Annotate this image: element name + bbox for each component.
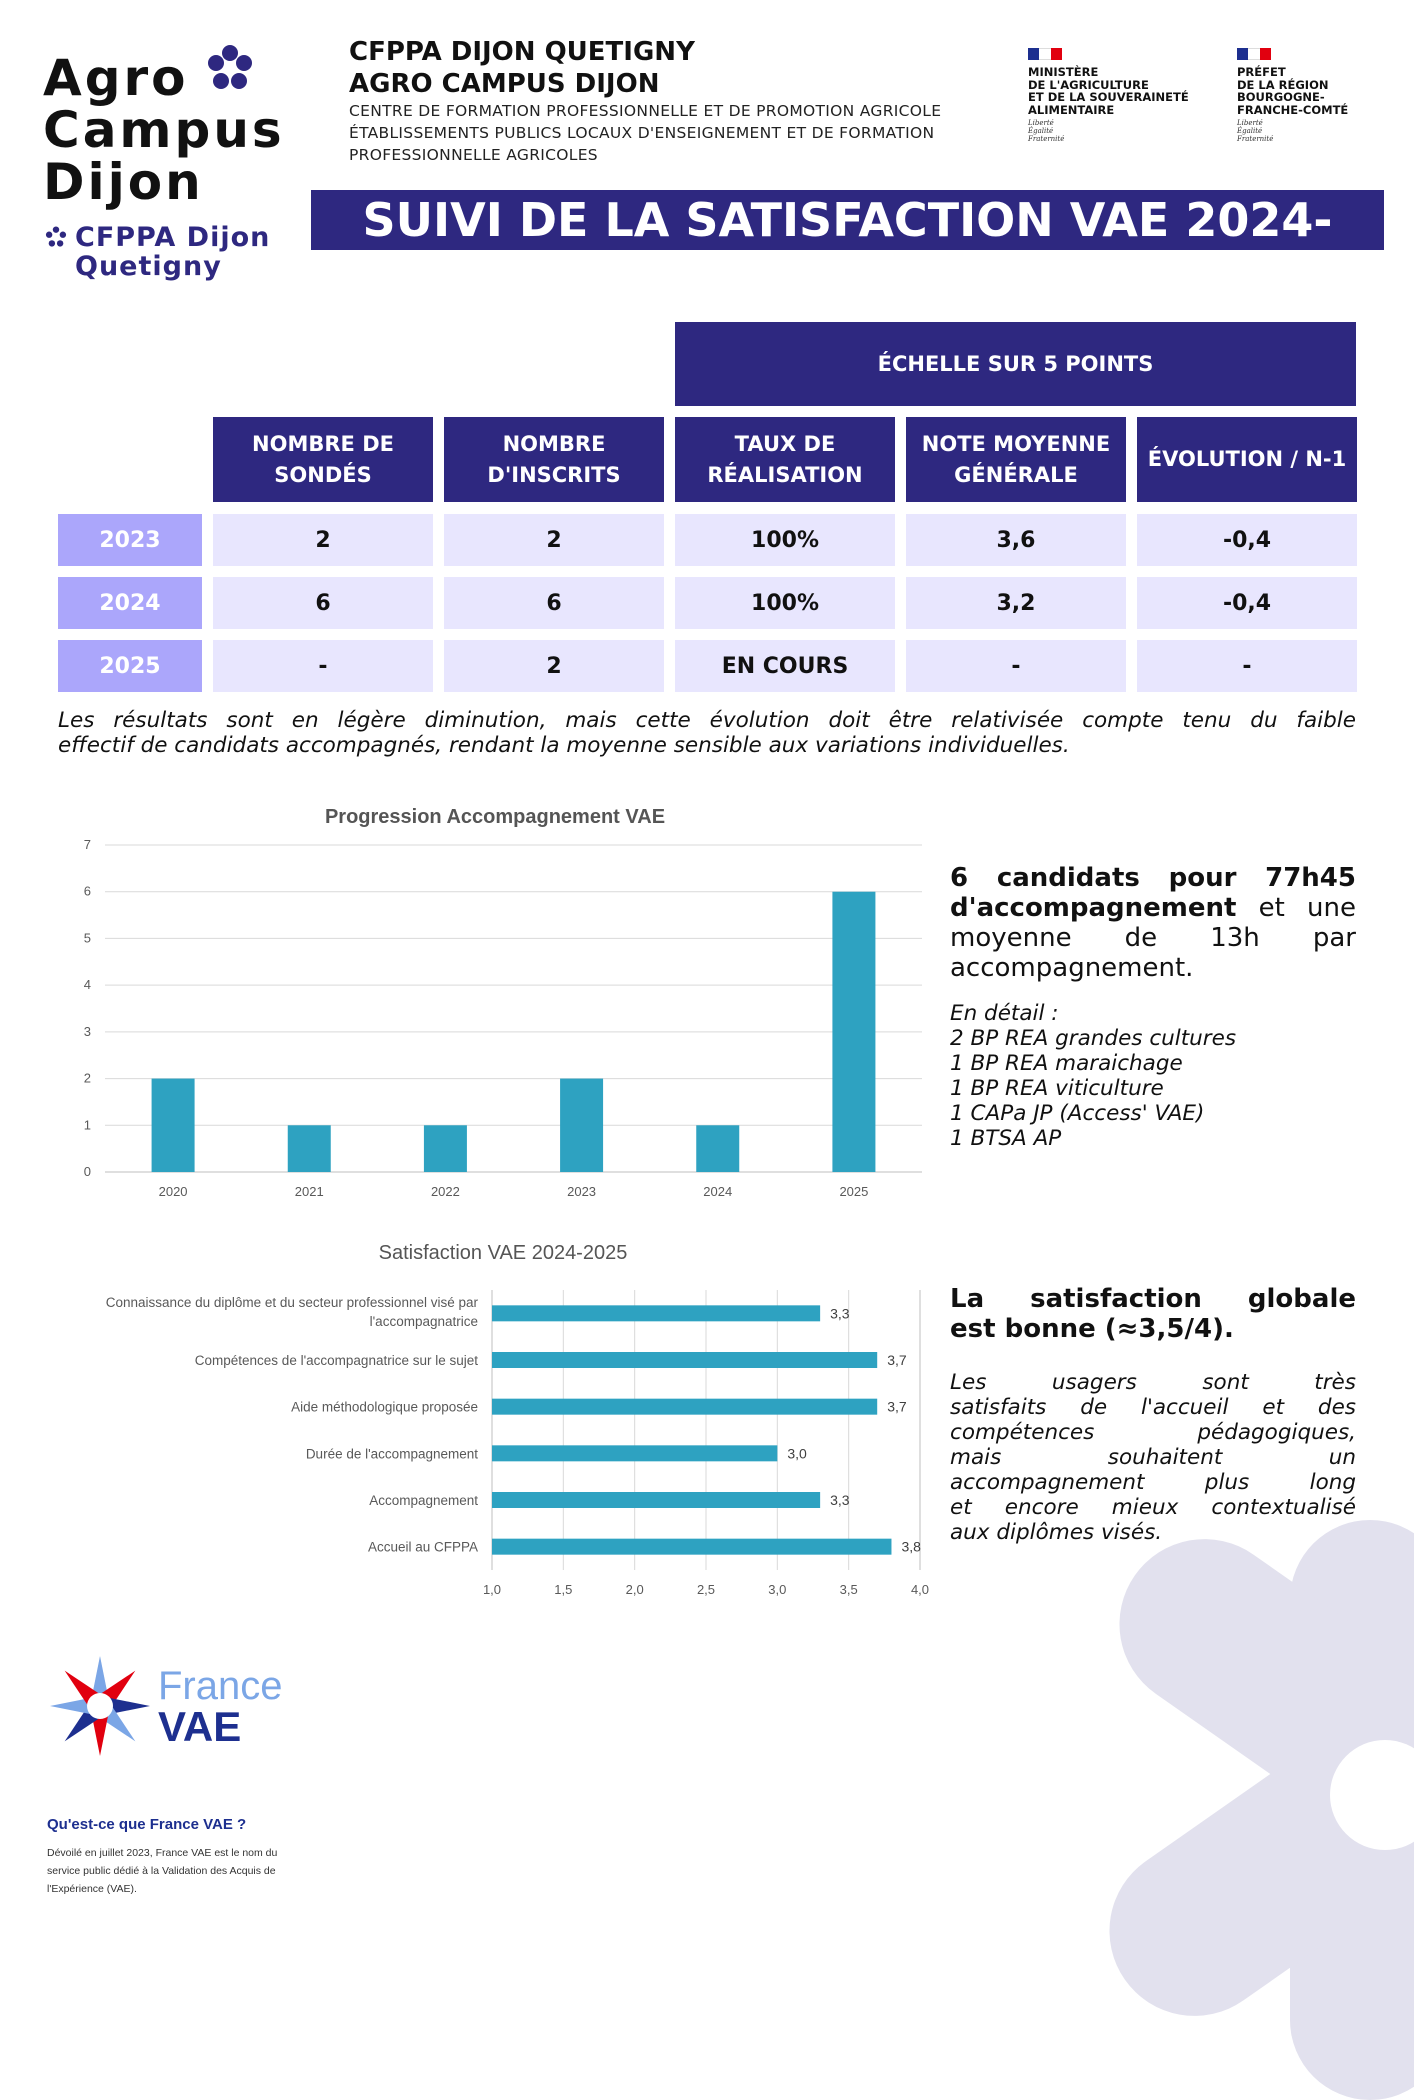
- column-header: NOTE MOYENNE GÉNÉRALE: [906, 417, 1126, 502]
- note-line: effectif de candidats accompagnés, rendant la moyenne sensible aux variations individuelles.: [58, 733, 1070, 758]
- prefect-line: FRANCHE-COMTÉ: [1237, 102, 1349, 117]
- bar: [696, 1125, 739, 1172]
- header-line: PROFESSIONNELLE AGRICOLES: [349, 146, 598, 164]
- satisfaction-bar-chart: [40, 1270, 940, 1620]
- summary-line: La satisfaction globale: [950, 1284, 1356, 1314]
- x-tick-label: 2022: [430, 1184, 460, 1199]
- french-flag-icon: [1028, 48, 1062, 60]
- summary-text: satisfaits de l'accueil et des: [950, 1395, 1356, 1420]
- summary-line: moyenne de 13h par: [950, 923, 1356, 953]
- column-header: NOMBRE DE SONDÉS: [213, 417, 433, 502]
- detail-item: 2 BP REA grandes cultures: [950, 1026, 1237, 1051]
- scale-header: ÉCHELLE SUR 5 POINTS: [675, 322, 1356, 406]
- france-vae-question: Qu'est-ce que France VAE ?: [47, 1816, 247, 1833]
- france-vae-description: [47, 1844, 277, 1898]
- flower-logo-icon: [206, 44, 254, 92]
- summary-text: compétences pédagogiques,: [950, 1420, 1356, 1445]
- x-tick-label: 2023: [567, 1184, 597, 1199]
- table-cell: 6: [444, 577, 664, 629]
- summary-line: 6 candidats pour 77h45: [950, 863, 1356, 893]
- summary-text: Les usagers sont très: [950, 1370, 1356, 1395]
- summary-line: d'accompagnement et une: [950, 893, 1356, 923]
- bar: [492, 1539, 891, 1555]
- logo-line: Agro: [43, 49, 189, 107]
- wordmark-france: France: [158, 1664, 283, 1708]
- y-tick-label: 3: [83, 1023, 91, 1039]
- ministry-line: ET DE LA SOUVERAINETÉ: [1028, 90, 1189, 104]
- prefect-logo: [1237, 48, 1387, 143]
- satisfaction-summary: [950, 1284, 1356, 1545]
- x-tick-label: 2021: [294, 1184, 324, 1199]
- table-cell: 3,2: [906, 577, 1126, 629]
- y-tick-label: 1: [83, 1117, 91, 1133]
- summary-text: aux diplômes visés.: [950, 1520, 1163, 1545]
- progression-bar-chart: [60, 830, 940, 1210]
- bar: [492, 1399, 877, 1415]
- summary-line: accompagnement.: [950, 953, 1194, 983]
- description-line: Dévoilé en juillet 2023, France VAE est le nom du: [47, 1847, 278, 1859]
- table-cell: -: [1137, 640, 1357, 692]
- bar: [424, 1125, 467, 1172]
- agro-campus-logo: [43, 49, 303, 211]
- devise-line: Liberté: [1237, 119, 1263, 127]
- year-cell: 2023: [58, 514, 202, 566]
- category-label: Compétences de l'accompagnatrice sur le sujet: [194, 1353, 478, 1368]
- france-vae-wordmark: [158, 1666, 283, 1748]
- chart-title: Satisfaction VAE 2024-2025: [378, 1242, 628, 1264]
- logo-line: Campus: [43, 101, 285, 159]
- prefect-line: BOURGOGNE-: [1237, 90, 1325, 104]
- bar: [492, 1492, 820, 1508]
- year-cell: 2024: [58, 577, 202, 629]
- detail-item: 1 BP REA viticulture: [950, 1076, 1164, 1101]
- devise-line: Fraternité: [1237, 135, 1274, 143]
- description-line: l'Expérience (VAE).: [47, 1883, 137, 1895]
- table-cell: 6: [213, 577, 433, 629]
- category-label: Accompagnement: [369, 1493, 478, 1508]
- summary-line: est bonne (≈3,5/4).: [950, 1314, 1234, 1344]
- y-tick-label: 7: [83, 837, 91, 852]
- data-label: 3,8: [901, 1538, 921, 1555]
- table-cell: 100%: [675, 577, 895, 629]
- y-tick-label: 0: [83, 1164, 91, 1179]
- x-tick-label: 3,0: [768, 1582, 787, 1597]
- category-label: Connaissance du diplôme et du secteur professionnel visé par: [105, 1294, 478, 1310]
- flower-small-icon: [45, 226, 67, 248]
- table-cell: 2: [213, 514, 433, 566]
- ministry-logo: [1028, 48, 1208, 143]
- candidates-summary: [950, 863, 1356, 1151]
- detail-item: 1 BP REA maraichage: [950, 1051, 1183, 1076]
- header-line: CENTRE DE FORMATION PROFESSIONNELLE ET DE PROMOTION AGRICOLE: [349, 102, 942, 120]
- table-cell: 100%: [675, 514, 895, 566]
- ministry-line: DE L'AGRICULTURE: [1028, 77, 1149, 92]
- x-tick-label: 1,5: [554, 1582, 573, 1597]
- category-label: Durée de l'accompagnement: [305, 1446, 478, 1462]
- category-label: l'accompagnatrice: [369, 1313, 478, 1329]
- table-cell: -0,4: [1137, 577, 1357, 629]
- y-tick-label: 5: [83, 930, 91, 946]
- bar: [492, 1305, 820, 1321]
- french-flag-icon: [1237, 48, 1271, 60]
- table-cell: -0,4: [1137, 514, 1357, 566]
- page-title: SUIVI DE LA SATISFACTION VAE 2024-2025: [311, 190, 1384, 250]
- x-tick-label: 4,0: [910, 1582, 930, 1597]
- logo-subtitle: CFPPA Dijon: [75, 222, 271, 253]
- x-tick-label: 2,0: [625, 1582, 644, 1597]
- table-cell: 2: [444, 514, 664, 566]
- table-cell: 3,6: [906, 514, 1126, 566]
- bar: [492, 1352, 877, 1368]
- wordmark-vae: VAE: [158, 1703, 242, 1750]
- note-line: Les résultats sont en légère diminution, mais cette évolution doit être relativisée compte tenu du faible: [58, 708, 1356, 733]
- column-header: NOMBRE D'INSCRITS: [444, 417, 664, 502]
- table-cell: EN COURS: [675, 640, 895, 692]
- x-tick-label: 2020: [158, 1184, 188, 1199]
- data-label: 3,3: [830, 1305, 850, 1322]
- detail-title: En détail :: [950, 1001, 1059, 1026]
- x-tick-label: 3,5: [839, 1582, 858, 1597]
- table-cell: -: [213, 640, 433, 692]
- x-tick-label: 2025: [839, 1184, 869, 1199]
- france-vae-star-icon: [45, 1652, 155, 1760]
- devise-line: Égalité: [1028, 127, 1054, 135]
- x-tick-label: 1,0: [482, 1582, 502, 1597]
- data-label: 3,0: [787, 1445, 807, 1462]
- summary-text: accompagnement plus long: [950, 1470, 1356, 1495]
- y-tick-label: 2: [83, 1070, 91, 1086]
- x-tick-label: 2024: [703, 1184, 733, 1199]
- data-label: 3,3: [830, 1492, 850, 1508]
- results-note: [58, 708, 1356, 758]
- bar: [560, 1079, 603, 1172]
- column-header: ÉVOLUTION / N-1: [1137, 417, 1357, 502]
- category-label: Accueil au CFPPA: [367, 1539, 478, 1555]
- devise-line: Liberté: [1028, 119, 1054, 127]
- y-tick-label: 4: [83, 977, 91, 993]
- x-tick-label: 2,5: [696, 1582, 716, 1597]
- chart-title: Progression Accompagnement VAE: [324, 806, 666, 828]
- detail-item: 1 BTSA AP: [950, 1126, 1062, 1151]
- header-block: [349, 36, 989, 166]
- bar: [288, 1125, 331, 1172]
- header-line: ÉTABLISSEMENTS PUBLICS LOCAUX D'ENSEIGNEMENT ET DE FORMATION: [349, 124, 935, 142]
- header-title: AGRO CAMPUS DIJON: [349, 69, 660, 99]
- category-label: Aide méthodologique proposée: [291, 1399, 478, 1415]
- prefect-line: PRÉFET: [1237, 65, 1286, 79]
- column-header: TAUX DE RÉALISATION: [675, 417, 895, 502]
- prefect-line: DE LA RÉGION: [1237, 77, 1329, 92]
- table-cell: 2: [444, 640, 664, 692]
- bar: [832, 892, 875, 1172]
- detail-item: 1 CAPa JP (Access' VAE): [950, 1101, 1205, 1126]
- bar: [152, 1079, 195, 1172]
- bar: [492, 1445, 777, 1461]
- ministry-line: ALIMENTAIRE: [1028, 102, 1115, 117]
- data-label: 3,7: [887, 1352, 907, 1368]
- summary-text: mais souhaitent un: [950, 1445, 1356, 1470]
- table-cell: -: [906, 640, 1126, 692]
- logo-line: Dijon: [43, 153, 204, 211]
- year-cell: 2025: [58, 640, 202, 692]
- description-line: service public dédié à la Validation des Acquis de: [47, 1865, 276, 1877]
- summary-text: et encore mieux contextualisé: [950, 1495, 1356, 1520]
- y-tick-label: 6: [83, 883, 91, 899]
- devise-line: Fraternité: [1028, 135, 1065, 143]
- logo-subtitle: Quetigny: [75, 251, 222, 282]
- ministry-line: MINISTÈRE: [1028, 65, 1099, 79]
- data-label: 3,7: [887, 1398, 907, 1415]
- devise-line: Égalité: [1237, 127, 1263, 135]
- header-title: CFPPA DIJON QUETIGNY: [349, 37, 695, 67]
